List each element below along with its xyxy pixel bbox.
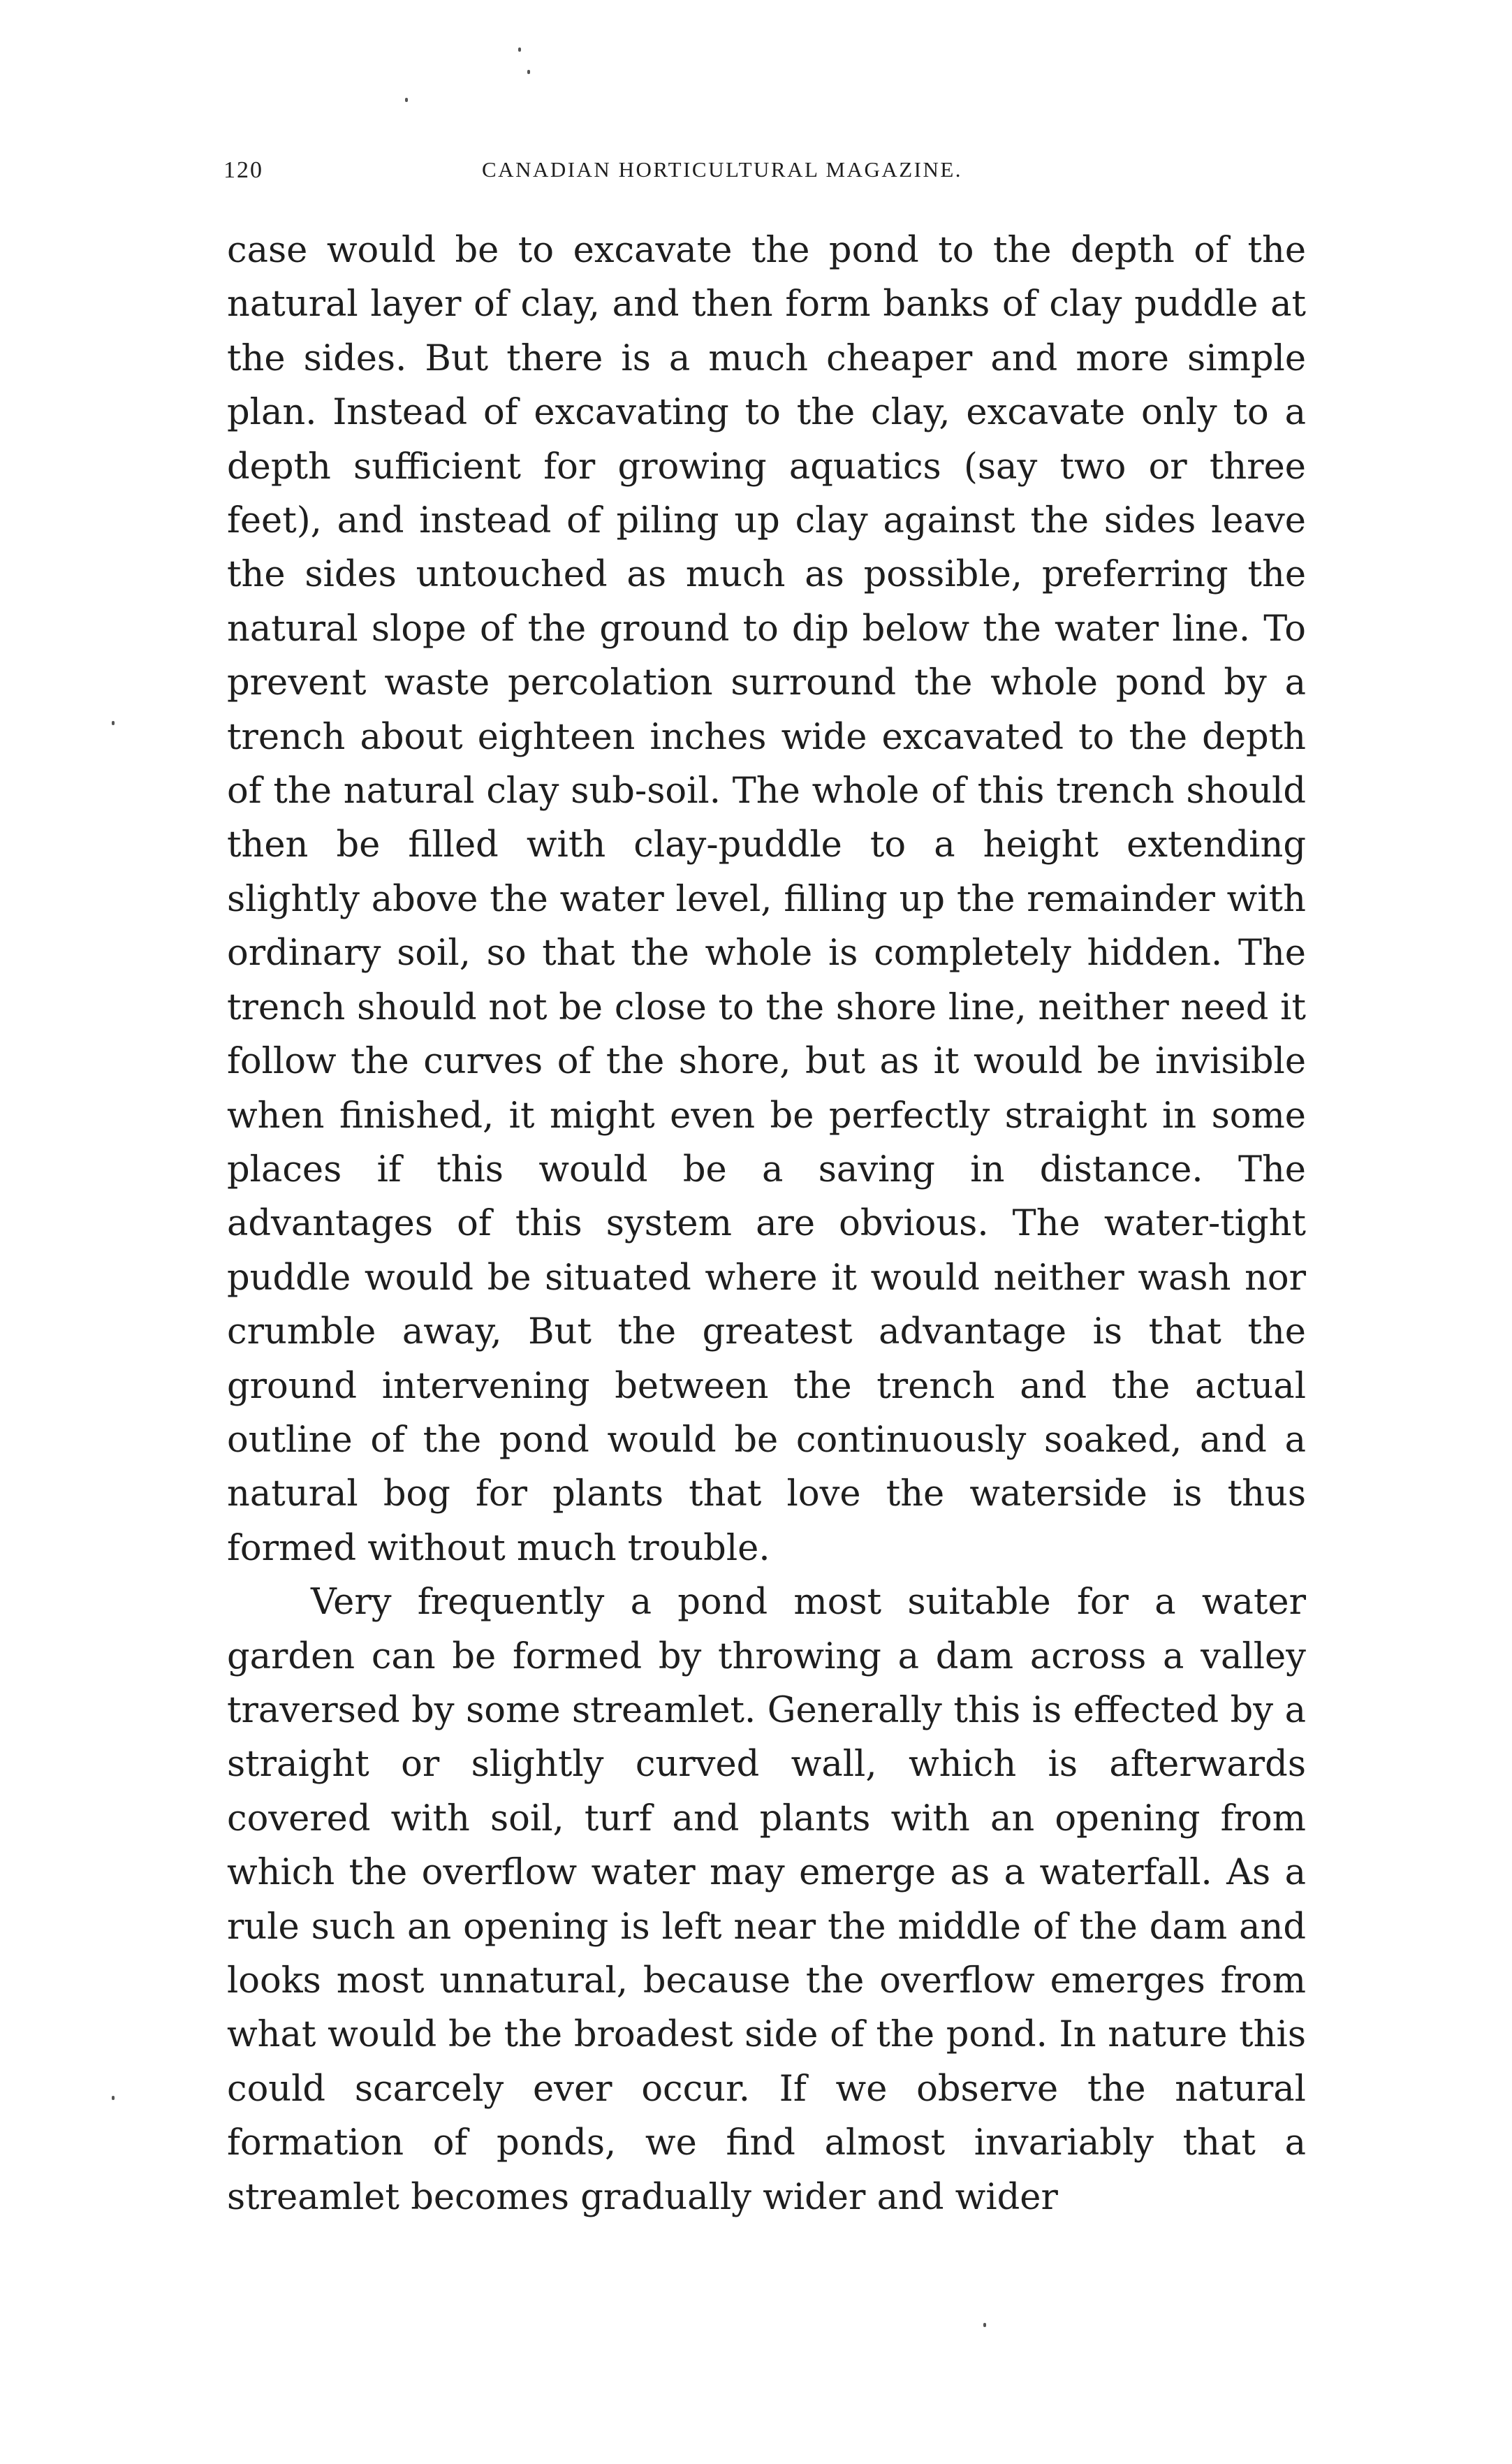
running-head: CANADIAN HORTICULTURAL MAGAZINE. xyxy=(482,157,963,182)
body-text xyxy=(227,224,1306,2224)
print-speck xyxy=(527,70,530,74)
print-speck xyxy=(518,48,521,52)
print-speck xyxy=(112,721,115,725)
paragraph: Very frequently a pond most suitable for a water garden can be formed by throwing a dam across a valley traversed by some streamlet. Generally this is effected by a straight or slightly curved wall, which is afterwards covered with soil, turf and plants with an opening from which the overflow water may emerge as a waterfall. As a rule such an opening is left near the middle of the dam and looks most unnatural, because the overflow emerges from what would be the broadest side of the pond. In nature this could scarcely ever occur. If we observe the natural formation of ponds, we find almost invariably that a streamlet becomes gradually wider and wider xyxy=(227,1582,1306,2218)
page-header xyxy=(223,157,1302,199)
paragraph: case would be to excavate the pond to the depth of the natural layer of clay, and then form banks of clay puddle at the sides. But there is a much cheaper and more simple plan. Instead of excavating to the clay, excavate only to a depth sufficient for growing aquatics (say two or three feet), and instead of piling up clay against the sides leave the sides untouched as much as possible, preferring the natural slope of the ground to dip below the water line. To prevent waste percolation surround the whole pond by a trench about eighteen inches wide excavated to the depth of the natural clay sub-soil. The whole of this trench should then be filled with clay-puddle to a height extending slightly above the water level, filling up the remainder with ordinary soil, so that the whole is completely hidden. The trench should not be close to the shore line, neither need it follow the curves of the shore, but as it would be invisible when finished, it might even be perfectly straight in some places if this would be a saving in distance. The advantages of this system are obvious. The water-tight puddle would be situated where it would neither wash nor crumble away, But the greatest advantage is that the ground intervening between the trench and the actual outline of the pond would be continuously soaked, and a natural bog for plants that love the waterside is thus formed without much trouble. xyxy=(227,230,1306,1569)
print-speck xyxy=(112,2096,115,2100)
page-number: 120 xyxy=(223,157,263,183)
print-speck xyxy=(405,98,408,102)
print-speck xyxy=(983,2323,986,2327)
